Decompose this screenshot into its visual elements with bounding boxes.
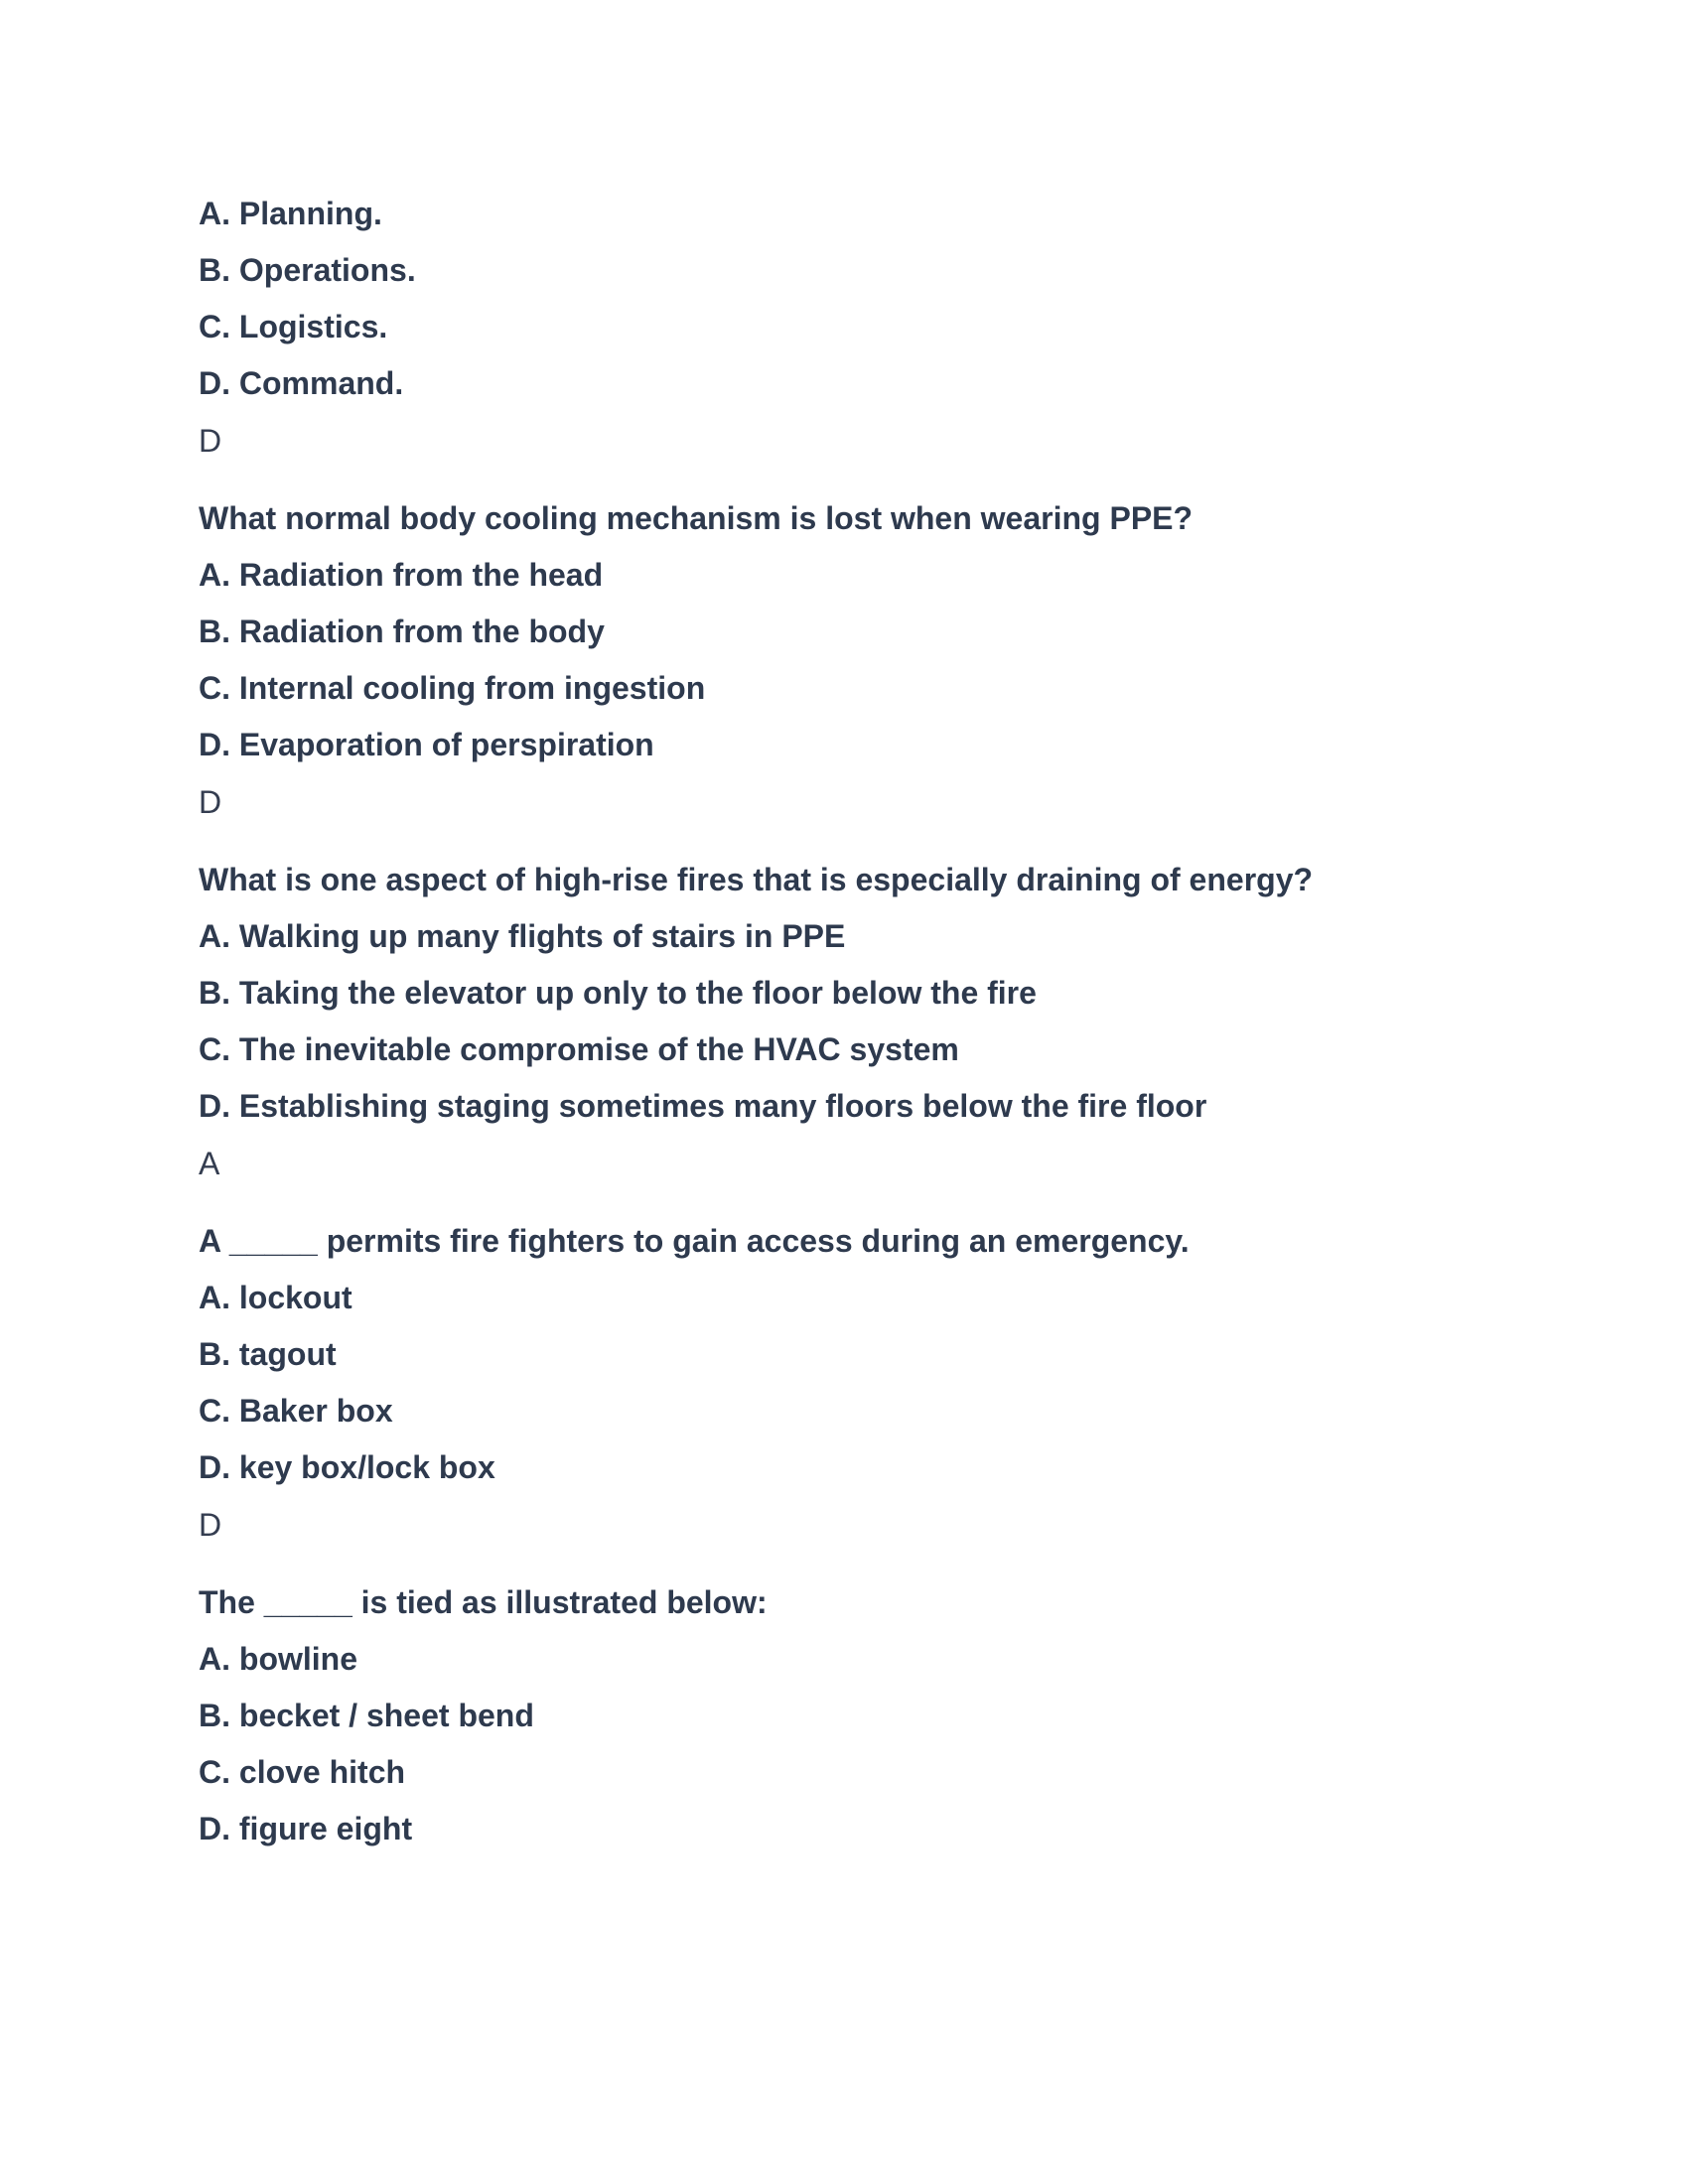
question-text: What normal body cooling mechanism is lost when wearing PPE? bbox=[199, 500, 1194, 536]
answer-letter: D bbox=[199, 784, 222, 820]
option-a: A. lockout bbox=[199, 1280, 352, 1315]
answer-letter: D bbox=[199, 1507, 222, 1543]
option-a: A. bowline bbox=[199, 1641, 357, 1677]
question-block-2 bbox=[199, 499, 1519, 821]
option-b: B. Operations. bbox=[199, 252, 416, 288]
option-b: B. Radiation from the body bbox=[199, 614, 605, 649]
answer-letter: A bbox=[199, 1146, 220, 1181]
question-block-5 bbox=[199, 1583, 1519, 1847]
question-block-3 bbox=[199, 861, 1519, 1182]
option-b: B. becket / sheet bend bbox=[199, 1698, 534, 1733]
option-c: C. Internal cooling from ingestion bbox=[199, 670, 706, 706]
option-a: A. Radiation from the head bbox=[199, 557, 604, 593]
option-b: B. Taking the elevator up only to the floor below the fire bbox=[199, 975, 1037, 1011]
option-c: C. Logistics. bbox=[199, 309, 388, 344]
option-d: D. Command. bbox=[199, 365, 404, 401]
option-b: B. tagout bbox=[199, 1336, 337, 1372]
question-text: A _____ permits fire fighters to gain access during an emergency. bbox=[199, 1223, 1190, 1259]
question-block-4 bbox=[199, 1222, 1519, 1544]
option-d: D. Evaporation of perspiration bbox=[199, 727, 654, 762]
question-block-1 bbox=[199, 195, 1519, 460]
option-c: C. Baker box bbox=[199, 1393, 393, 1429]
option-d: D. key box/lock box bbox=[199, 1449, 495, 1485]
option-c: C. The inevitable compromise of the HVAC system bbox=[199, 1031, 959, 1067]
question-text: What is one aspect of high-rise fires that is especially draining of energy? bbox=[199, 862, 1314, 897]
option-a: A. Walking up many flights of stairs in PPE bbox=[199, 918, 846, 954]
option-c: C. clove hitch bbox=[199, 1754, 406, 1790]
answer-letter: D bbox=[199, 423, 222, 459]
question-text: The _____ is tied as illustrated below: bbox=[199, 1584, 768, 1620]
option-a: A. Planning. bbox=[199, 196, 382, 231]
option-d: D. figure eight bbox=[199, 1811, 413, 1846]
option-d: D. Establishing staging sometimes many floors below the fire floor bbox=[199, 1088, 1207, 1124]
